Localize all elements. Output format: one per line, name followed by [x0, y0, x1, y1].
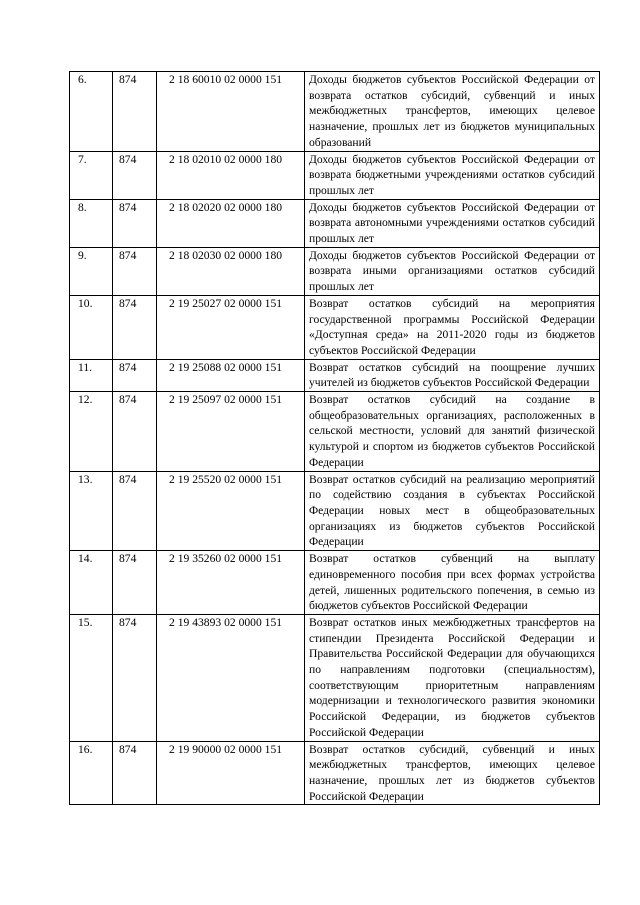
administrator-code: 874 — [113, 199, 157, 247]
administrator-code: 874 — [113, 151, 157, 199]
revenue-name: Возврат остатков субсидий на поощрение лучших учителей из бюджетов субъектов Российской Федерации — [305, 359, 600, 391]
revenue-codes-table — [69, 71, 600, 805]
table-row — [70, 471, 600, 551]
administrator-code: 874 — [113, 614, 157, 741]
row-number: 11. — [70, 359, 113, 391]
administrator-code: 874 — [113, 359, 157, 391]
administrator-code: 874 — [113, 741, 157, 805]
budget-classification-code: 2 19 90000 02 0000 151 — [157, 741, 305, 805]
administrator-code: 874 — [113, 247, 157, 295]
row-number: 12. — [70, 392, 113, 472]
row-number: 13. — [70, 471, 113, 551]
administrator-code: 874 — [113, 392, 157, 472]
administrator-code: 874 — [113, 471, 157, 551]
row-number: 8. — [70, 199, 113, 247]
revenue-name: Возврат остатков субсидий на мероприятия государственной программы Российской Федерации «Доступная среда» на 2011-2020 годы из бюджетов субъектов Российской Федерации — [305, 295, 600, 359]
budget-classification-code: 2 18 60010 02 0000 151 — [157, 72, 305, 152]
table-row — [70, 359, 600, 391]
revenue-name: Возврат остатков субсидий на создание в общеобразовательных организациях, расположенных в сельской местности, условий для занятий физической культурой и спортом из бюджетов субъектов Российской Федерации — [305, 392, 600, 472]
revenue-name: Доходы бюджетов субъектов Российской Федерации от возврата остатков субсидий, субвенций и иных межбюджетных трансфертов, имеющих целевое назначение, прошлых лет из бюджетов муниципальных образований — [305, 72, 600, 152]
table-row — [70, 551, 600, 615]
budget-classification-code: 2 19 25088 02 0000 151 — [157, 359, 305, 391]
administrator-code: 874 — [113, 295, 157, 359]
table-body — [70, 72, 600, 805]
revenue-name: Возврат остатков субсидий, субвенций и иных межбюджетных трансфертов, имеющих целевое назначение, прошлых лет из бюджетов субъектов Российской Федерации — [305, 741, 600, 805]
row-number: 16. — [70, 741, 113, 805]
table-row — [70, 199, 600, 247]
budget-classification-code: 2 18 02030 02 0000 180 — [157, 247, 305, 295]
row-number: 9. — [70, 247, 113, 295]
table-row — [70, 614, 600, 741]
row-number: 7. — [70, 151, 113, 199]
table-row — [70, 741, 600, 805]
table-row — [70, 151, 600, 199]
budget-classification-code: 2 19 43893 02 0000 151 — [157, 614, 305, 741]
budget-classification-code: 2 18 02010 02 0000 180 — [157, 151, 305, 199]
table-row — [70, 295, 600, 359]
revenue-name: Возврат остатков субвенций на выплату единовременного пособия при всех формах устройства детей, лишенных родительского попечения, в семью из бюджетов субъектов Российской Федерации — [305, 551, 600, 615]
revenue-name: Возврат остатков субсидий на реализацию мероприятий по содействию создания в субъектах Российской Федерации новых мест в общеобразовательных организациях из бюджетов субъектов Российской Федерации — [305, 471, 600, 551]
budget-classification-code: 2 19 25027 02 0000 151 — [157, 295, 305, 359]
budget-classification-code: 2 19 25097 02 0000 151 — [157, 392, 305, 472]
budget-classification-code: 2 19 25520 02 0000 151 — [157, 471, 305, 551]
budget-classification-code: 2 18 02020 02 0000 180 — [157, 199, 305, 247]
row-number: 6. — [70, 72, 113, 152]
administrator-code: 874 — [113, 551, 157, 615]
table-row — [70, 392, 600, 472]
table-row — [70, 247, 600, 295]
row-number: 14. — [70, 551, 113, 615]
table-row — [70, 72, 600, 152]
budget-classification-code: 2 19 35260 02 0000 151 — [157, 551, 305, 615]
revenue-name: Возврат остатков иных межбюджетных трансфертов на стипендии Президента Российской Федерации и Правительства Российской Федерации для обучающихся по направлениям подготовки (специальностям), соответствующим приоритетным направлениям модернизации и технологического развития экономики Российской Федерации, из бюджетов субъектов Российской Федерации — [305, 614, 600, 741]
revenue-name: Доходы бюджетов субъектов Российской Федерации от возврата бюджетными учреждениями остатков субсидий прошлых лет — [305, 151, 600, 199]
revenue-name: Доходы бюджетов субъектов Российской Федерации от возврата иными организациями остатков субсидий прошлых лет — [305, 247, 600, 295]
row-number: 10. — [70, 295, 113, 359]
revenue-name: Доходы бюджетов субъектов Российской Федерации от возврата автономными учреждениями остатков субсидий прошлых лет — [305, 199, 600, 247]
administrator-code: 874 — [113, 72, 157, 152]
row-number: 15. — [70, 614, 113, 741]
